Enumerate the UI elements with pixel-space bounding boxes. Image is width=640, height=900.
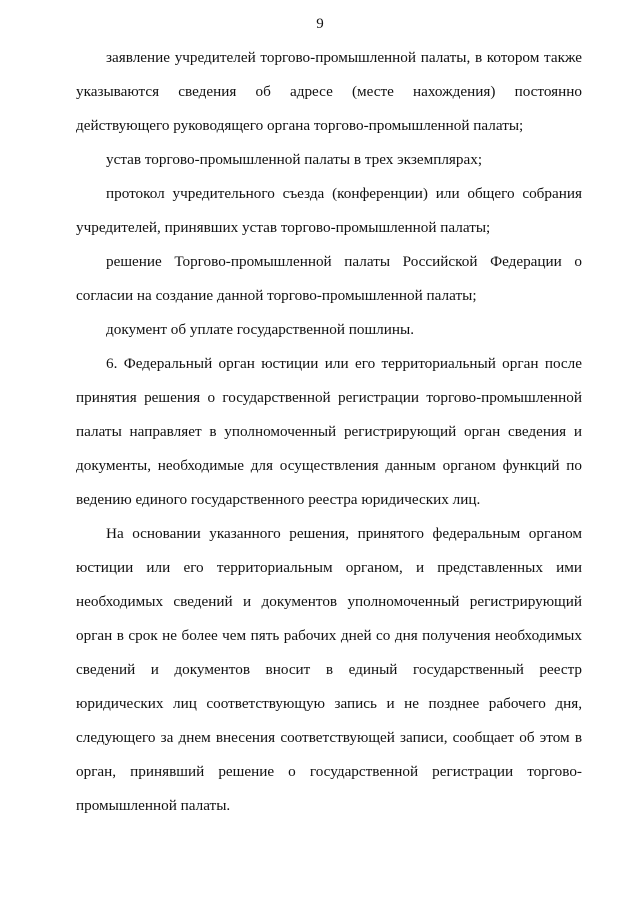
document-body xyxy=(76,41,582,823)
paragraph-chamber-decision: решение Торгово-промышленной палаты Российской Федерации о согласии на создание данной торгово-промышленной палаты; xyxy=(76,253,582,304)
paragraph-state-fee: документ об уплате государственной пошлины. xyxy=(106,321,415,338)
paragraph-section-6: 6. Федеральный орган юстиции или его территориальный орган после принятия решения о государственной регистрации торгово-промышленной палаты направляет в уполномоченный регистрирующий орган сведения и документы, необходимые для осуществления данным органом функций по ведению единого государственного реестра юридических лиц. xyxy=(76,355,582,508)
paragraph-registration-procedure: На основании указанного решения, принятого федеральным органом юстиции или его территориальным органом, и представленных ими необходимых сведений и документов уполномоченный регистрирующий орган в срок не более чем пять рабочих дней со дня получения необходимых сведений и документов вносит в единый государственный реестр юридических лиц соответствующую запись и не позднее рабочего дня, следующего за днем внесения соответствующей записи, сообщает об этом в орган, принявший решение о государственной регистрации торгово-промышленной палаты. xyxy=(76,525,582,814)
page-number: 9 xyxy=(316,16,324,32)
paragraph-founding-protocol: протокол учредительного съезда (конференции) или общего собрания учредителей, принявших устав торгово-промышленной палаты; xyxy=(76,185,582,236)
paragraph-founders-statement: заявление учредителей торгово-промышленной палаты, в котором также указываются сведения об адресе (месте нахождения) постоянно действующего руководящего органа торгово-промышленной палаты; xyxy=(76,49,582,134)
paragraph-charter-copies: устав торгово-промышленной палаты в трех экземплярах; xyxy=(106,151,483,168)
